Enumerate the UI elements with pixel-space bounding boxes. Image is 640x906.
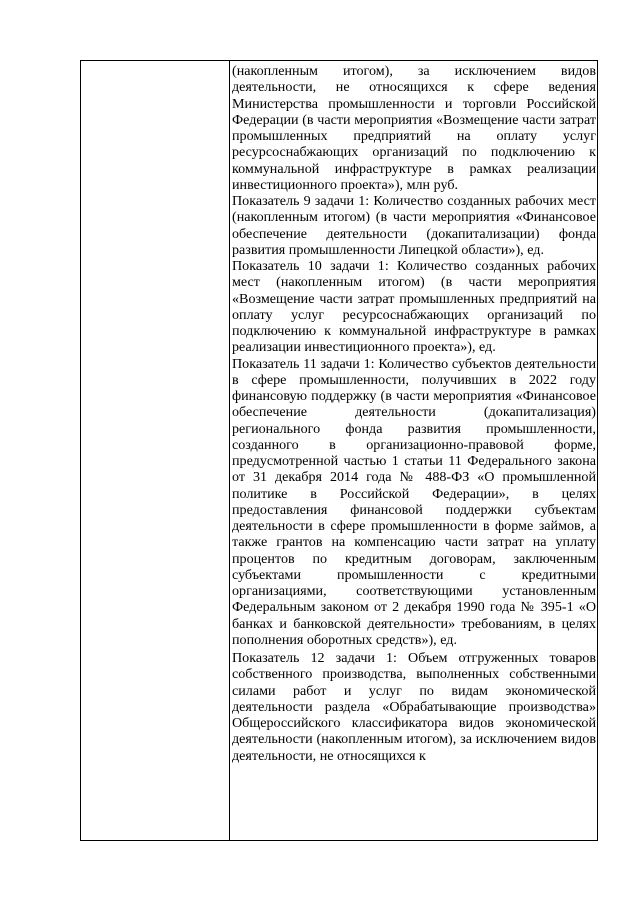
table-left-border (80, 60, 81, 841)
paragraph-indicator-10: Показатель 10 задачи 1: Количество созданных рабочих мест (накопленным итогом) (в части мероприятия «Возмещение части затрат промышленных предприятий на оплату услуг ресурсоснабжающих организаций по подключению к коммунальной инфраструктуре в рамках реализации инвестиционного проекта»), ед. (232, 258, 596, 356)
table-column-divider (229, 60, 230, 841)
paragraph-continuation: (накопленным итогом), за исключением видов деятельности, не относящихся к сфере ведения Министерства промышленности и торговли Российской Федерации (в части мероприятия «Возмещение части затрат промышленных предприятий на оплату услуг ресурсоснабжающих организаций по подключению к коммунальной инфраструктуре в рамках реализации инвестиционного проекта»), млн руб. (232, 63, 596, 193)
paragraph-indicator-12: Показатель 12 задачи 1: Объем отгруженных товаров собственного производства, выполненных собственными силами работ и услуг по видам экономической деятельности раздела «Обрабатывающие производства» Общероссийского классификатора видов экономической деятельности (накопленным итогом), за исключением видов деятельности, не относящихся к (232, 650, 596, 764)
paragraph-indicator-9: Показатель 9 задачи 1: Количество созданных рабочих мест (накопленным итогом) (в части мероприятия «Финансовое обеспечение деятельности (докапитализации) фонда развития промышленности Липецкой области»), ед. (232, 193, 596, 258)
paragraph-indicator-11: Показатель 11 задачи 1: Количество субъектов деятельности в сфере промышленности, получивших в 2022 году финансовую поддержку (в части мероприятия «Финансовое обеспечение деятельности (докапитализация) регионального фонда развития промышленности, созданного в организационно-правовой форме, предусмотренной частью 1 статьи 11 Федерального закона от 31 декабря 2014 года № 488-ФЗ «О промышленной политике в Российской Федерации», в целях предоставления финансовой поддержки субъектам деятельности в сфере промышленности в форме займов, а также грантов на компенсацию части затрат на уплату процентов по кредитным договорам, заключенным субъектами промышленности с кредитными организациями, соответствующими установленным Федеральным законом от 2 декабря 1990 года № 395-1 «О банках и банковской деятельности» требованиям, в целях пополнения оборотных средств»), ед. (232, 355, 596, 648)
table-cell-text (232, 63, 596, 764)
table-right-border (597, 60, 598, 841)
